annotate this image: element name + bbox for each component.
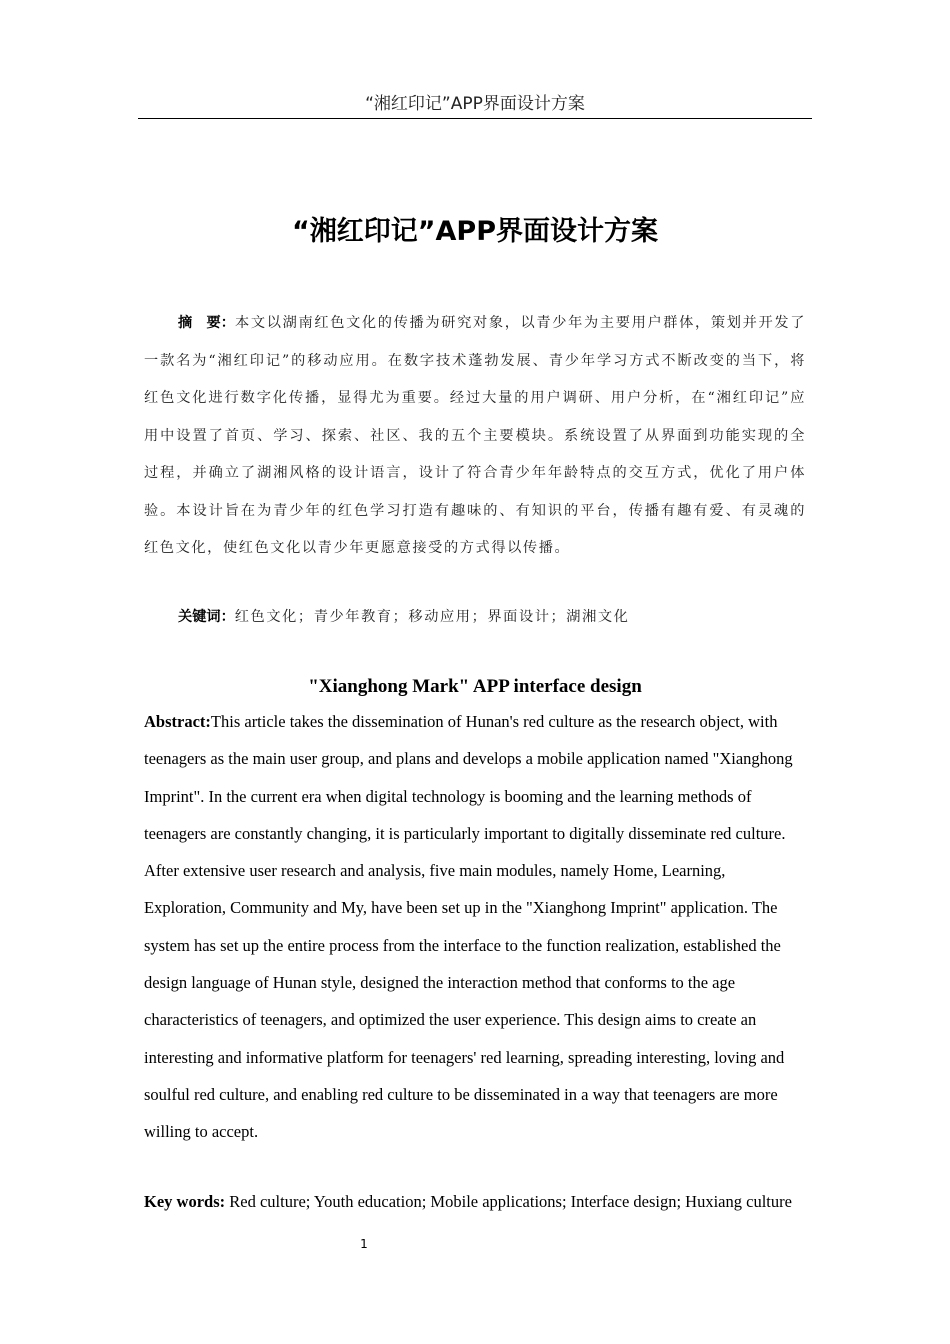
- chinese-abstract: [144, 305, 806, 568]
- chinese-keywords: [178, 602, 806, 632]
- chinese-abstract-text: 本文以湖南红色文化的传播为研究对象，以青少年为主要用户群体，策划并开发了一款名为“湘红印记”的移动应用。在数字技术蓬勃发展、青少年学习方式不断改变的当下，将红色文化进行数字化传播，显得尤为重要。经过大量的用户调研、用户分析，在“湘红印记”应用中设置了首页、学习、探索、社区、我的五个主要模块。系统设置了从界面到功能实现的全过程，并确立了湖湘风格的设计语言，设计了符合青少年年龄特点的交互方式，优化了用户体验。本设计旨在为青少年的红色学习打造有趣味的、有知识的平台，传播有趣有爱、有灵魂的红色文化，使红色文化以青少年更愿意接受的方式得以传播。: [144, 315, 806, 556]
- english-keywords-text: Red culture; Youth education; Mobile applications; Interface design; Huxiang culture: [229, 1192, 792, 1211]
- running-header: “湘红印记”APP界面设计方案: [365, 94, 585, 114]
- english-abstract: [144, 703, 808, 1151]
- page-number: 1: [360, 1237, 368, 1251]
- chinese-title: “湘红印记”APP界面设计方案: [292, 216, 658, 247]
- english-abstract-text: This article takes the dissemination of Hunan's red culture as the research object, with teenagers as the main user group, and plans and develops a mobile application named "Xianghong Imprint". In the current era when digital technology is booming and the learning methods of teenagers are constantly changing, it is particularly important to digitally disseminate red culture. After extensive user research and analysis, five main modules, namely Home, Learning, Exploration, Community and My, have been set up in the "Xianghong Imprint" application. The system has set up the entire process from the interface to the function realization, established the design language of Hunan style, designed the interaction method that conforms to the age characteristics of teenagers, and optimized the user experience. This design aims to create an interesting and informative platform for teenagers' red learning, spreading interesting, loving and soulful red culture, and enabling red culture to be disseminated in a way that teenagers are more willing to accept.: [144, 712, 793, 1142]
- english-title: "Xianghong Mark" APP interface design: [308, 676, 642, 697]
- chinese-abstract-label: 摘 要：: [178, 315, 236, 331]
- chinese-keywords-label: 关键词：: [178, 609, 235, 625]
- english-abstract-label: Abstract:: [144, 712, 211, 731]
- english-keywords: [144, 1188, 824, 1216]
- english-keywords-label: Key words:: [144, 1192, 226, 1211]
- chinese-keywords-text: 红色文化；青少年教育；移动应用；界面设计；湖湘文化: [234, 609, 630, 625]
- header-divider: [138, 118, 812, 119]
